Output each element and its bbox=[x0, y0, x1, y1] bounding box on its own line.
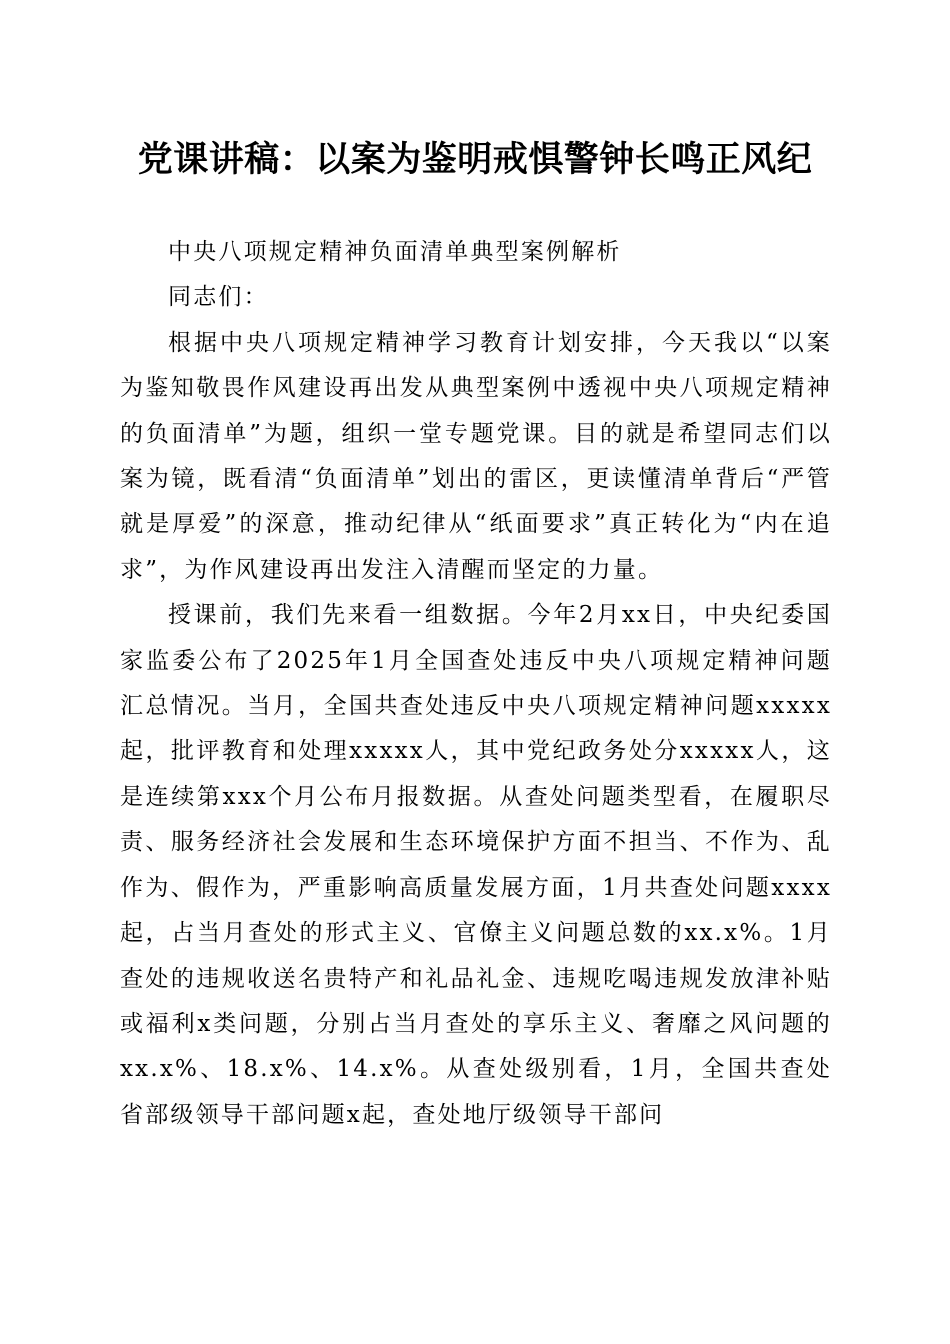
subtitle-paragraph: 中央八项规定精神负面清单典型案例解析 bbox=[168, 239, 622, 265]
intro-paragraph: 根据中央八项规定精神学习教育计划安排，今天我以“以案为鉴知敬畏作风建设再出发从典型案例中透视中央八项规定精神的负面清单”为题，组织一堂专题党课。目的就是希望同志们以案为镜，既看清“负面清单”划出的雷区，更读懂清单背后“严管就是厚爱”的深意，推动纪律从“纸面要求”真正转化为“内在追求”，为作风建设再出发注入清醒而坚定的力量。 bbox=[120, 329, 832, 583]
salutation-paragraph: 同志们： bbox=[168, 284, 269, 311]
document-body bbox=[120, 230, 832, 1138]
document-title: 党课讲稿：以案为鉴明戒惧警钟长鸣正风纪 bbox=[137, 139, 813, 180]
data-paragraph: 授课前，我们先来看一组数据。今年2月xx日，中央纪委国家监委公布了2025年1月全国查处违反中央八项规定精神问题汇总情况。当月，全国共查处违反中央八项规定精神问题xxxxx起，批评教育和处理xxxxx人，其中党纪政务处分xxxxx人，这是连续第xxx个月公布月报数据。从查处问题类型看，在履职尽责、服务经济社会发展和生态环境保护方面不担当、不作为、乱作为、假作为，严重影响高质量发展方面，1月共查处问题xxxx起，占当月查处的形式主义、官僚主义问题总数的xx.x%。1月查处的违规收送名贵特产和礼品礼金、违规吃喝违规发放津补贴或福利x类问题，分别占当月查处的享乐主义、奢靡之风问题的xx.x%、18.x%、14.x%。从查处级别看，1月，全国共查处省部级领导干部问题x起，查处地厅级领导干部问 bbox=[120, 602, 832, 1128]
